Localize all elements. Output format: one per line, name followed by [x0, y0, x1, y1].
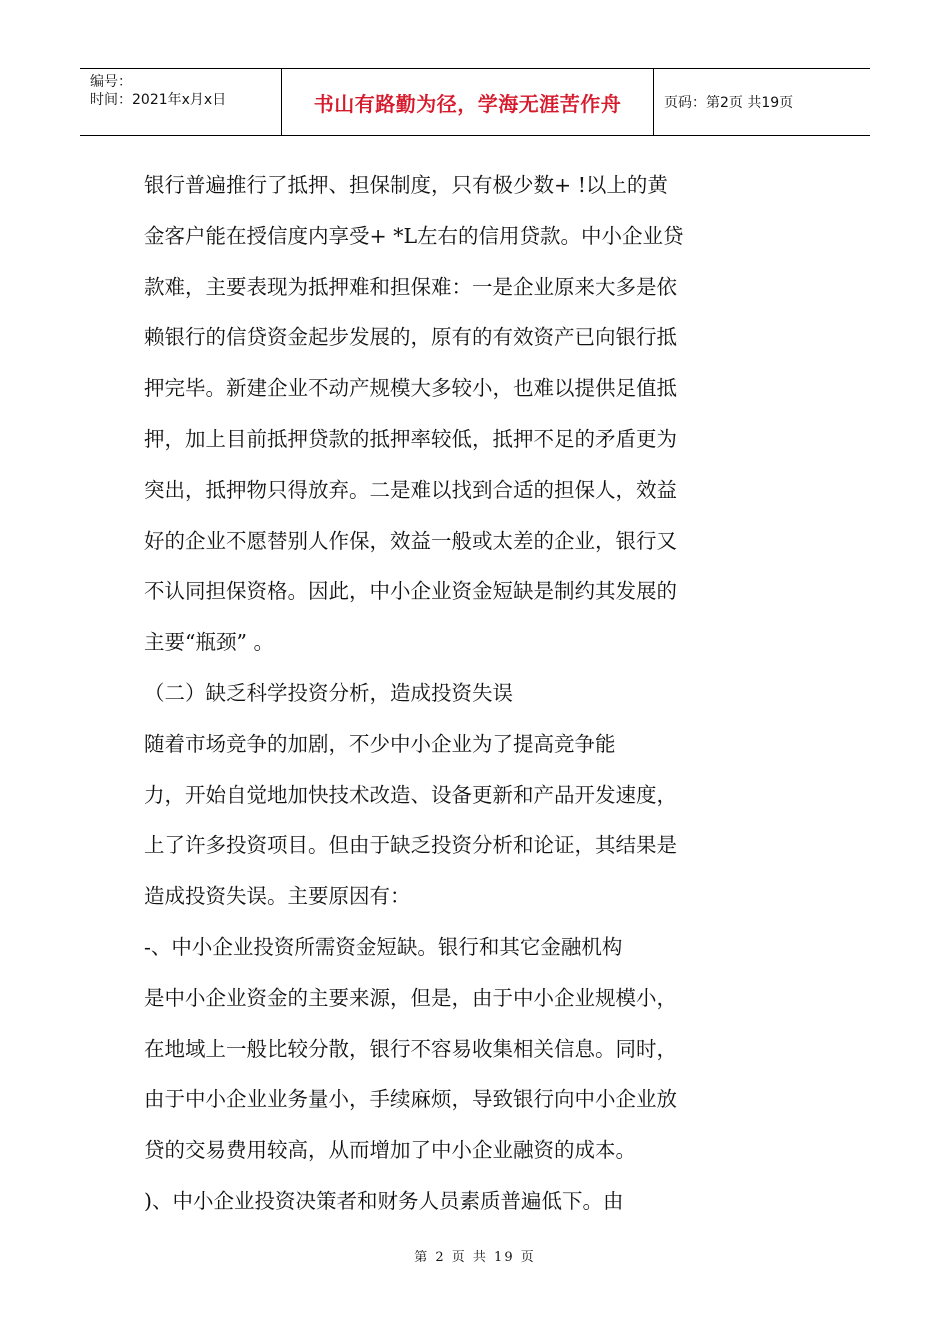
body-line: 在地域上一般比较分散，银行不容易收集相关信息。同时，	[144, 1036, 677, 1061]
body-line: 金客户能在授信度内享受+ *L左右的信用贷款。中小企业贷	[144, 223, 684, 248]
body-line: 造成投资失误。主要原因有：	[144, 884, 411, 909]
body-line: 贷的交易费用较高，从而增加了中小企业融资的成本。	[144, 1138, 636, 1163]
body-line: 押，加上目前抵押贷款的抵押率较低，抵押不足的矛盾更为	[144, 426, 677, 451]
page-footer	[0, 1246, 950, 1265]
body-line: 随着市场竞争的加剧，不少中小企业为了提高竞争能	[144, 731, 616, 756]
header-meta	[80, 69, 282, 135]
motto-text: 书山有路勤为径，学海无涯苦作舟	[313, 91, 622, 116]
body-line: 押完毕。新建企业不动产规模大多较小，也难以提供足值抵	[144, 376, 677, 401]
header-motto-cell	[282, 69, 654, 135]
section-heading: （二）缺乏科学投资分析，造成投资失误	[144, 680, 513, 705]
document-header	[80, 68, 870, 136]
page-indicator: 第 2 页 共 19 页	[414, 1250, 536, 1265]
body-line: 主要“瓶颈” 。	[144, 630, 274, 655]
body-line: 不认同担保资格。因此，中小企业资金短缺是制约其发展的	[144, 579, 677, 604]
header-page-cell	[654, 69, 870, 135]
body-line: 好的企业不愿替别人作保，效益一般或太差的企业，银行又	[144, 528, 677, 553]
document-body	[144, 160, 744, 1227]
body-line: 款难，主要表现为抵押难和担保难：一是企业原来大多是依	[144, 274, 677, 299]
body-line: 银行普遍推行了抵押、担保制度，只有极少数+ !以上的黄	[144, 173, 668, 197]
body-line: 由于中小企业业务量小，手续麻烦，导致银行向中小企业放	[144, 1087, 677, 1112]
body-line: 突出，抵押物只得放弃。二是难以找到合适的担保人，效益	[144, 477, 677, 502]
number-label: 编号：	[90, 74, 132, 90]
body-line: 赖银行的信贷资金起步发展的，原有的有效资产已向银行抵	[144, 325, 677, 350]
body-line: 力，开始自觉地加快技术改造、设备更新和产品开发速度，	[144, 782, 677, 807]
body-line: 是中小企业资金的主要来源，但是，由于中小企业规模小，	[144, 985, 677, 1010]
page-code: 页码：第2页 共19页	[664, 95, 794, 111]
body-line: )、中小企业投资决策者和财务人员素质普遍低下。由	[144, 1188, 624, 1213]
time-label: 时间：2021年x月x日	[90, 92, 227, 108]
body-line: 上了许多投资项目。但由于缺乏投资分析和论证，其结果是	[144, 833, 677, 858]
body-line: -、中小企业投资所需资金短缺。银行和其它金融机构	[144, 934, 623, 959]
